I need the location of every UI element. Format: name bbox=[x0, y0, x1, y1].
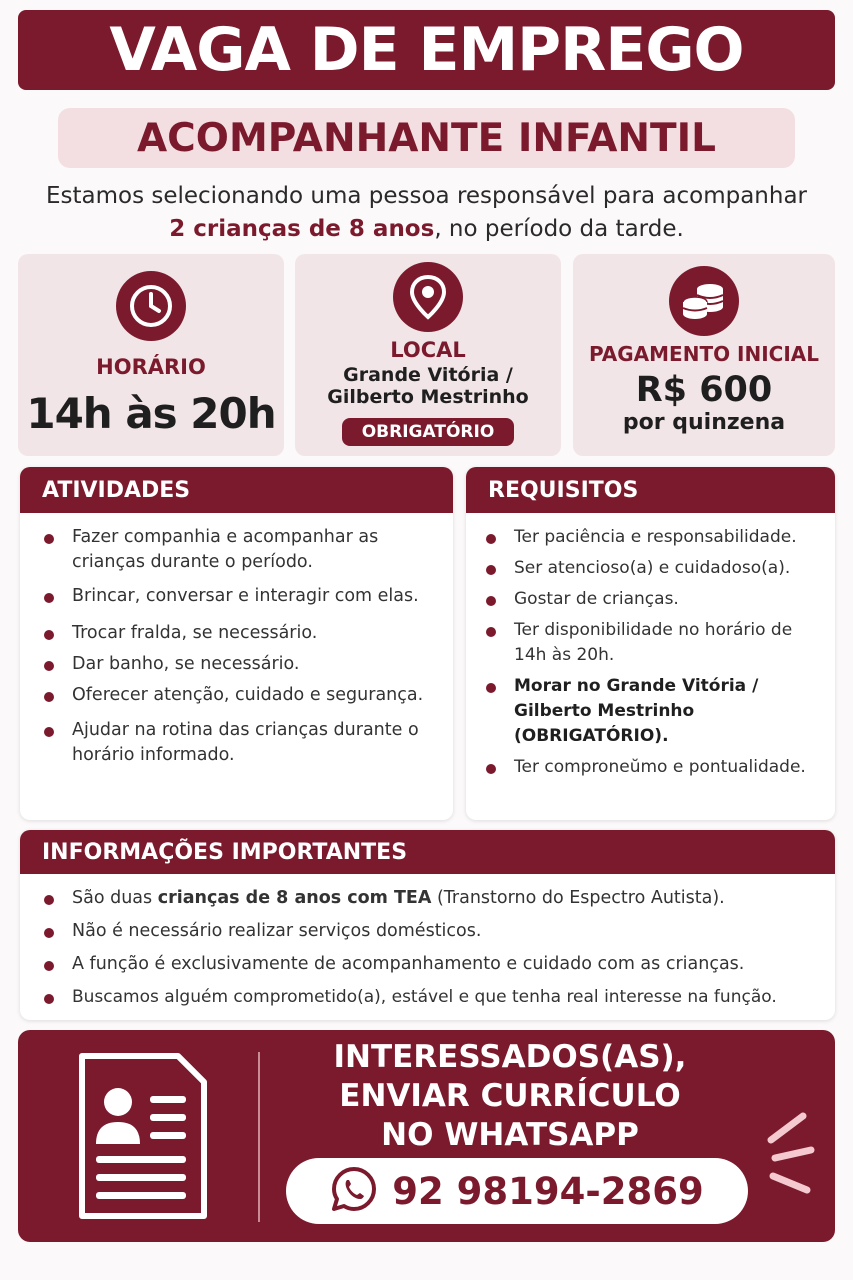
cta-line-1: INTERESSADOS(AS), bbox=[333, 1039, 687, 1075]
requisitos-title: REQUISITOS bbox=[466, 467, 835, 513]
local-line-2: Gilberto Mestrinho bbox=[327, 386, 529, 408]
local-label: LOCAL bbox=[390, 338, 466, 362]
divider bbox=[258, 1052, 260, 1222]
list-item: Fazer companhia e acompanhar as crianças durante o período. bbox=[42, 525, 443, 575]
page-subtitle: ACOMPANHANTE INFANTIL bbox=[137, 115, 716, 161]
list-item: Ajudar na rotina das crianças durante o horário informado. bbox=[42, 718, 443, 768]
atividades-list bbox=[20, 513, 453, 768]
card-pagamento bbox=[573, 254, 835, 456]
obrigatorio-badge: OBRIGATÓRIO bbox=[342, 418, 515, 446]
pagamento-value: R$ 600 bbox=[635, 370, 773, 410]
clock-icon bbox=[116, 271, 186, 341]
card-horario bbox=[18, 254, 284, 456]
list-item: Brincar, conversar e interagir com elas. bbox=[42, 584, 443, 609]
info-1-b: crianças de 8 anos com TEA bbox=[157, 888, 432, 908]
horario-value: 14h às 20h bbox=[26, 389, 276, 438]
intro-line-1: Estamos selecionando uma pessoa responsável para acompanhar bbox=[45, 183, 808, 209]
informacoes-panel bbox=[20, 830, 835, 1020]
informacoes-title: INFORMAÇÕES IMPORTANTES bbox=[20, 830, 835, 874]
list-item: Dar banho, se necessário. bbox=[42, 652, 443, 677]
list-item: A função é exclusivamente de acompanhamento e cuidado com as crianças. bbox=[42, 952, 825, 977]
cta-line-3: NO WHATSAPP bbox=[381, 1117, 639, 1153]
cta-text bbox=[280, 1038, 740, 1155]
coins-icon bbox=[669, 266, 739, 336]
title-banner bbox=[18, 10, 835, 90]
horario-label: HORÁRIO bbox=[96, 355, 206, 379]
intro-highlight: 2 crianças de 8 anos bbox=[169, 216, 435, 242]
list-item: Buscamos alguém comprometido(a), estável e que tenha real interesse na função. bbox=[42, 985, 825, 1010]
info-1-a: São duas bbox=[72, 888, 158, 908]
info-1-c: (Transtorno do Espectro Autista). bbox=[431, 888, 725, 908]
subtitle-banner bbox=[58, 108, 795, 168]
requisitos-list bbox=[466, 513, 835, 780]
list-item bbox=[42, 886, 825, 911]
list-item: Ter comproneŭmo e pontualidade. bbox=[484, 755, 825, 780]
list-item: Ter disponibilidade no horário de 14h às 20h. bbox=[484, 618, 825, 668]
intro-line-2 bbox=[10, 213, 843, 246]
list-item: Ter paciência e responsabilidade. bbox=[484, 525, 825, 550]
cta-line-2: ENVIAR CURRÍCULO bbox=[339, 1078, 681, 1114]
intro-line-2-rest: , no período da tarde. bbox=[434, 216, 684, 242]
informacoes-list bbox=[20, 874, 835, 1010]
atividades-title: ATIVIDADES bbox=[20, 467, 453, 513]
list-item: Gostar de crianças. bbox=[484, 587, 825, 612]
location-pin-icon bbox=[393, 262, 463, 332]
contact-banner bbox=[18, 1030, 835, 1242]
list-item: Oferecer atenção, cuidado e segurança. bbox=[42, 683, 443, 708]
list-item: Trocar fralda, se necessário. bbox=[42, 621, 443, 646]
list-item: Não é necessário realizar serviços domésticos. bbox=[42, 919, 825, 944]
pagamento-period: por quinzena bbox=[622, 410, 786, 435]
atividades-panel bbox=[20, 467, 453, 820]
whatsapp-icon bbox=[330, 1165, 378, 1217]
whatsapp-phone-button[interactable] bbox=[286, 1158, 748, 1224]
sparkle-lines-icon bbox=[757, 1110, 817, 1204]
resume-icon bbox=[78, 1052, 208, 1224]
phone-number: 92 98194-2869 bbox=[392, 1169, 704, 1213]
local-line-1: Grande Vitória / bbox=[343, 364, 513, 386]
pagamento-label: PAGAMENTO INICIAL bbox=[588, 342, 820, 366]
requisitos-panel bbox=[466, 467, 835, 820]
card-local bbox=[295, 254, 561, 456]
list-item: Morar no Grande Vitória / Gilberto Mestrinho (OBRIGATÓRIO). bbox=[484, 674, 825, 749]
list-item: Ser atencioso(a) e cuidadoso(a). bbox=[484, 556, 825, 581]
page-title: VAGA DE EMPREGO bbox=[109, 15, 744, 85]
intro-text bbox=[10, 180, 843, 246]
